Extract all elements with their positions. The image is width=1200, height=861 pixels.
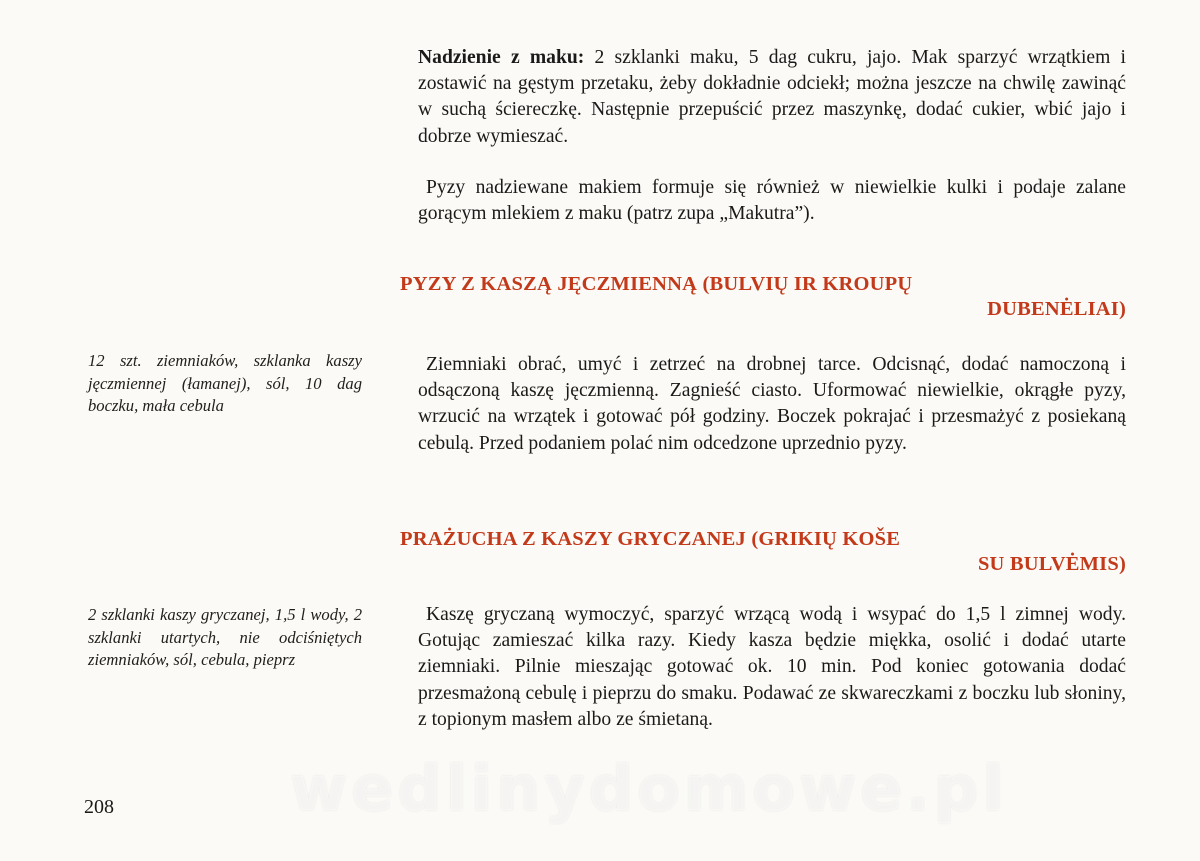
poppy-filling-text: 2 szklanki maku, 5 dag cukru, jajo. Mak sparzyć wrzątkiem i zostawić na gęstym przetaku, żeby dokładnie odciekł; można jeszcze na chwilę zawinąć w suchą ściereczkę. Następnie przepuścić przez maszynkę, dodać cukier, wbić jajo i dobrze wymieszać. (418, 47, 1126, 147)
recipe-title-line1: PYZY Z KASZĄ JĘCZMIENNĄ (BULVIŲ IR KROUPŲ (400, 273, 913, 295)
watermark: wedlinydomowe.pl (290, 752, 1008, 825)
poppy-filling-lead: Nadzienie z maku: (418, 47, 585, 68)
instructions-text: Ziemniaki obrać, umyć i zetrzeć na drobnej tarce. Odcisnąć, dodać namoczoną i odsączoną kaszę jęczmienną. Zagnieść ciasto. Uformować niewielkie, okrągłe pyzy, wrzucić na wrzątek i gotować pół godziny. Boczek pokrajać i przesmażyć z posiekaną cebulą. Przed podaniem polać nim odcedzone uprzednio pyzy. (418, 354, 1126, 454)
ingredients-pyzy: 12 szt. ziemniaków, szklanka kaszy jęczmiennej (łamanej), sól, 10 dag boczku, mała cebula (88, 351, 362, 415)
recipe-title-line2: DUBENĖLIAI) (987, 298, 1126, 320)
poppy-filling-paragraph (418, 45, 1126, 150)
recipe-title-pyzy (400, 272, 1126, 322)
instructions-prazucha (418, 602, 1126, 733)
page-number: 208 (84, 796, 114, 818)
instructions-pyzy (418, 352, 1126, 457)
poppy-serving-text: Pyzy nadziewane makiem formuje się również w niewielkie kulki i podaje zalane gorącym mlekiem z maku (patrz zupa „Makutra”). (418, 177, 1126, 225)
recipe-title-line2: SU BULVĖMIS) (977, 553, 1126, 575)
ingredients-prazucha: 2 szklanki kaszy gryczanej, 1,5 l wody, 2 szklanki utartych, nie odciśniętych ziemniaków, sól, cebula, pieprz (88, 605, 362, 669)
recipe-title-prazucha (400, 527, 1126, 577)
instructions-text: Kaszę gryczaną wymoczyć, sparzyć wrzącą wodą i wsypać do 1,5 l zimnej wody. Gotując zamieszać kilka razy. Kiedy kasza będzie miękka, osolić i dodać utarte ziemniaki. Pilnie mieszając gotować ok. 10 min. Pod koniec gotowania dodać przesmażoną cebulę i pieprzu do smaku. Podawać ze skwareczkami z boczku lub słoniny, z topionym masłem albo ze śmietaną. (418, 604, 1126, 730)
recipe-title-line1: PRAŻUCHA Z KASZY GRYCZANEJ (GRIKIŲ KOŠE (400, 528, 901, 550)
poppy-serving-paragraph (418, 175, 1126, 227)
